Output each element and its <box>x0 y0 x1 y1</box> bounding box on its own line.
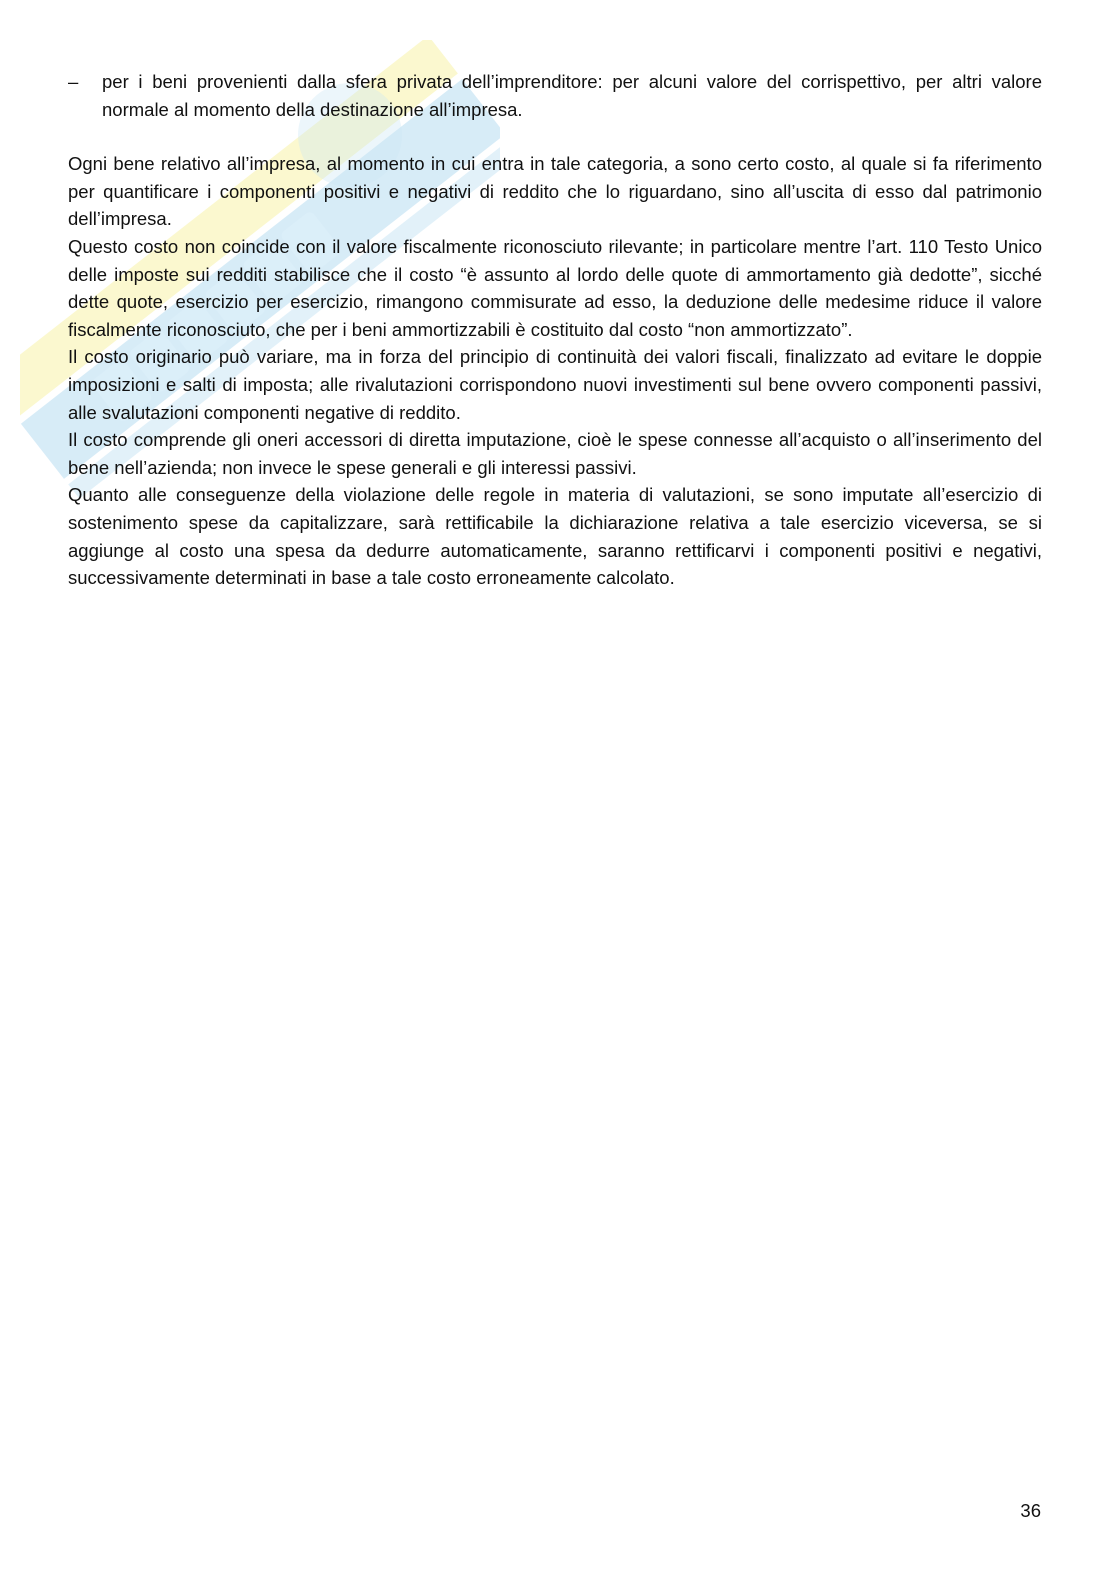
paragraph: Quanto alle conseguenze della violazione delle regole in materia di valutazioni, se sono imputate all’esercizio di sostenimento spese da capitalizzare, sarà rettificabile la dichiarazione relativa a tale esercizio viceversa, se si aggiunge al costo una spesa da dedurre automaticamente, saranno rettificarvi i componenti positivi e negativi, successivamente determinati in base a tale costo erroneamente calcolato. <box>68 484 1042 589</box>
paragraph: Il costo comprende gli oneri accessori di diretta imputazione, cioè le spese connesse all’acquisto o all’inserimento del bene nell’azienda; non invece le spese generali e gli interessi passivi. <box>68 429 1042 478</box>
paragraph: Questo costo non coincide con il valore fiscalmente riconosciuto rilevante; in particolare mentre l’art. 110 Testo Unico delle imposte sui redditi stabilisce che il costo “è assunto al lordo delle quote di ammortamento già dedotte”, sicché dette quote, esercizio per esercizio, rimangono commisurate ad esso, la deduzione delle medesime riduce il valore fiscalmente riconosciuto, che per i beni ammortizzabili è costituito dal costo “non ammortizzato”. <box>68 235 1042 340</box>
bullet-item <box>68 68 1042 123</box>
bullet-marker: – <box>68 71 79 92</box>
bullet-text: per i beni provenienti dalla sfera privata dell’imprenditore: per alcuni valore del corrispettivo, per altri valore normale al momento della destinazione all’impresa. <box>102 71 1042 120</box>
paragraph: Il costo originario può variare, ma in forza del principio di continuità dei valori fiscali, finalizzato ad evitare le doppie imposizioni e salti di imposta; alle rivalutazioni corrispondono nuovi investimenti sul bene ovvero componenti passivi, alle svalutazioni componenti negative di reddito. <box>68 346 1042 423</box>
document-body <box>68 68 1042 592</box>
paragraph: Ogni bene relativo all’impresa, al momento in cui entra in tale categoria, a sono certo costo, al quale si fa riferimento per quantificare i componenti positivi e negativi di reddito che lo riguardano, sino all’uscita di esso dal patrimonio dell’impresa. <box>68 153 1042 230</box>
page-number: 36 <box>1020 1500 1041 1521</box>
